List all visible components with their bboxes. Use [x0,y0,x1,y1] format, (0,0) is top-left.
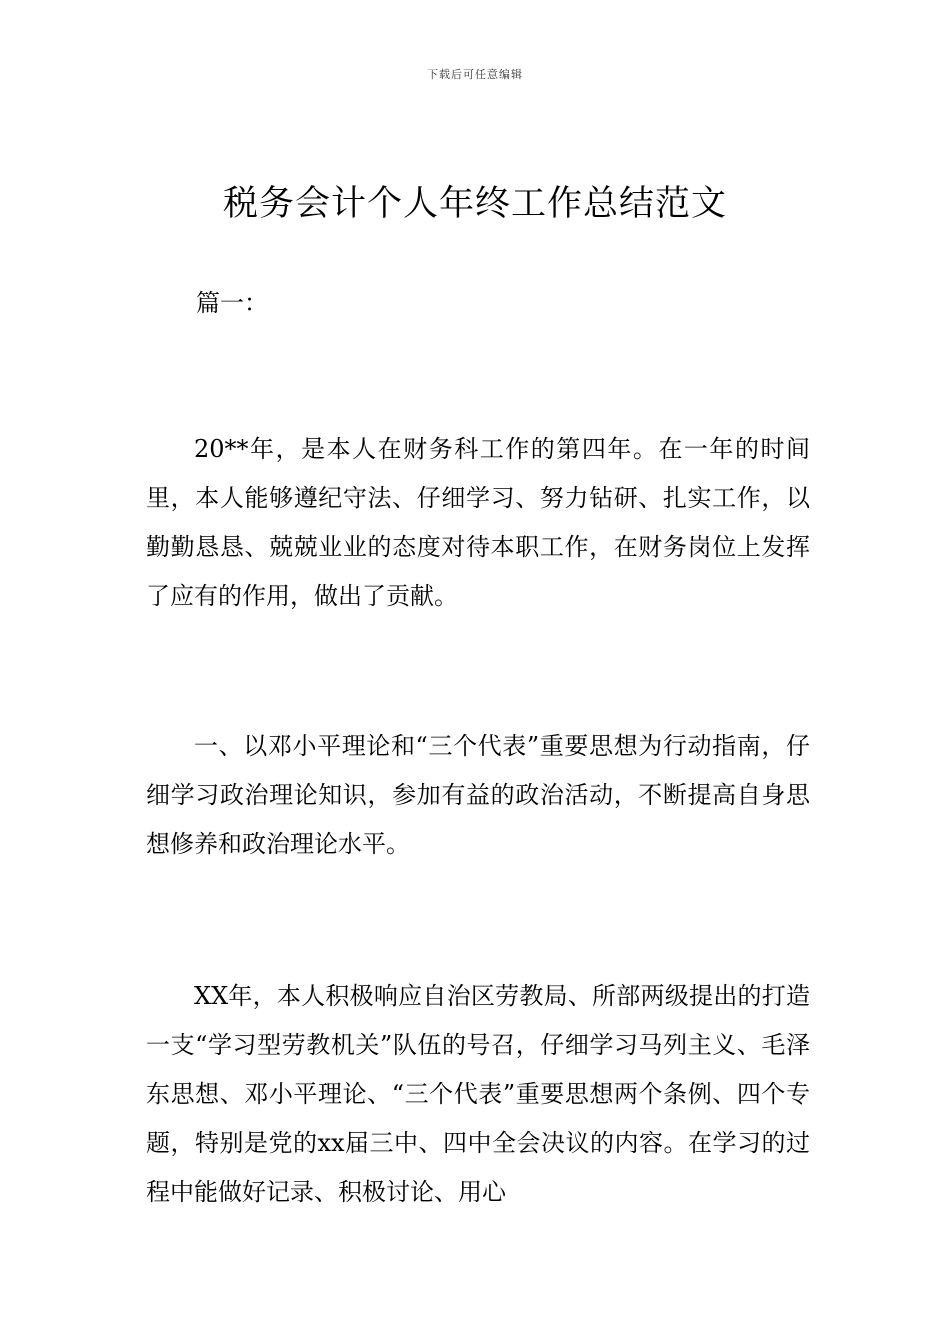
document-title: 税务会计个人年终工作总结范文 [222,184,727,224]
header-note: 下载后可任意编辑 [427,68,523,81]
section-label: 篇一： [196,289,268,317]
paragraph-study: XX年，本人积极响应自治区劳教局、所部两级提出的打造一支“学习型劳教机关”队伍的号召，仔细学习马列主义、毛泽东思想、邓小平理论、“三个代表”重要思想两个条例、四个专题，特别是党的xx届三中、四中全会决议的内容。在学习的过程中能做好记录、积极讨论、用心 [146,982,810,1206]
paragraph-intro: 20**年，是本人在财务科工作的第四年。在一年的时间里，本人能够遵纪守法、仔细学习、努力钻研、扎实工作，以勤勤恳恳、兢兢业业的态度对待本职工作，在财务岗位上发挥了应有的作用，做出了贡献。 [146,435,810,610]
paragraph-section-one: 一、以邓小平理论和“三个代表”重要思想为行动指南，仔细学习政治理论知识，参加有益的政治活动，不断提高自身思想修养和政治理论水平。 [146,732,810,858]
